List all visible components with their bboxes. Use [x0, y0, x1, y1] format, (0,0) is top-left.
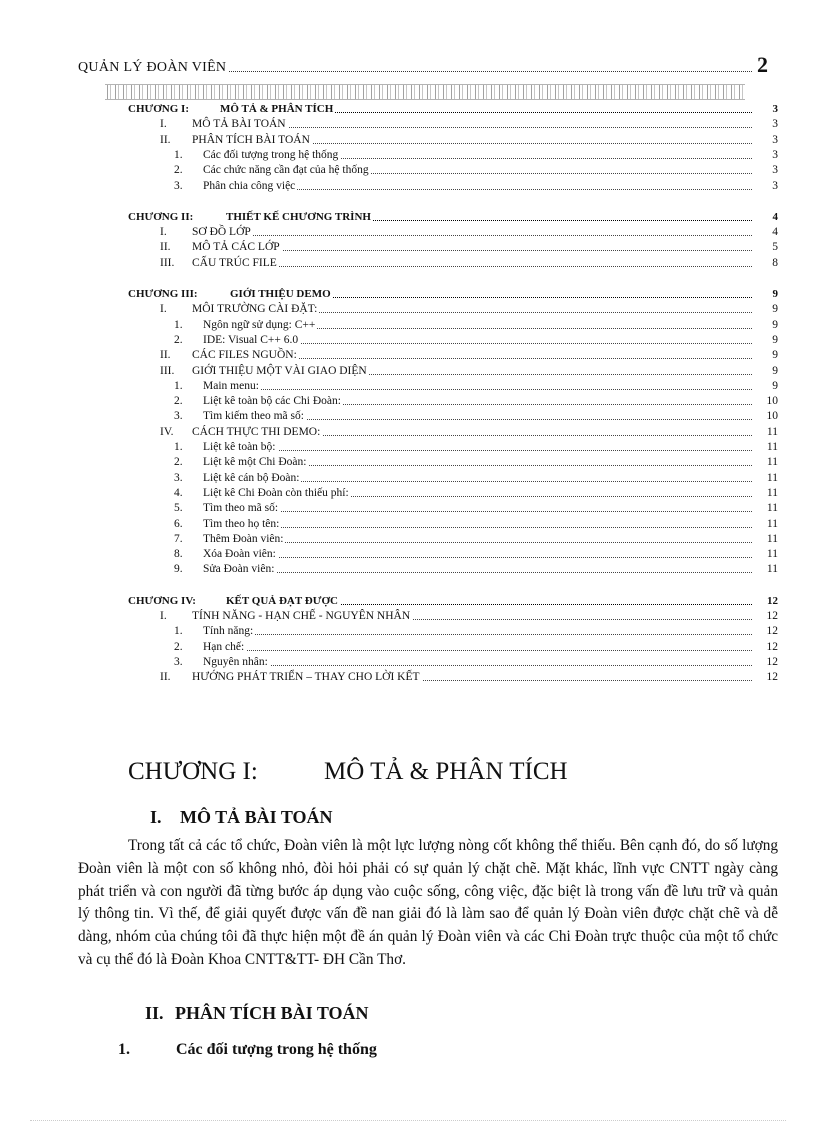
- toc-dot-leader: [192, 235, 752, 236]
- toc-entry-title: Liệt kê toàn bộ:: [203, 441, 276, 453]
- toc-entry-title: GIỚI THIỆU DEMO: [230, 288, 331, 300]
- toc-entry-page: 10: [754, 409, 778, 424]
- toc-entry[interactable]: [0, 486, 816, 501]
- toc-entry[interactable]: [0, 501, 816, 516]
- toc-entry[interactable]: [0, 333, 816, 348]
- toc-entry[interactable]: [0, 210, 816, 225]
- toc-entry-page: 11: [754, 471, 778, 486]
- toc-entry-page: 5: [754, 240, 778, 255]
- toc-entry-title: MÔI TRƯỜNG CÀI ĐẶT:: [192, 303, 318, 316]
- toc-entry-number: 3.: [174, 471, 183, 484]
- toc-entry-page: 11: [754, 517, 778, 532]
- toc-entry-title: GIỚI THIỆU MỘT VÀI GIAO DIỆN: [192, 364, 367, 377]
- toc-entry-number: III.: [160, 256, 175, 269]
- toc-entry-page: 12: [754, 624, 778, 639]
- toc-entry-number: IV.: [160, 425, 174, 438]
- toc-entry-title: Nguyên nhân:: [203, 655, 268, 668]
- toc-entry[interactable]: [0, 225, 816, 240]
- toc-entry-title: Tính năng:: [203, 625, 254, 638]
- toc-entry-number: 6.: [174, 517, 183, 530]
- toc-entry[interactable]: [0, 179, 816, 194]
- toc-entry-page: 3: [754, 133, 778, 148]
- toc-entry-number: 7.: [174, 532, 183, 545]
- toc-entry-page: 8: [754, 256, 778, 271]
- toc-entry-number: 4.: [174, 486, 183, 499]
- toc-entry-number: II.: [160, 241, 171, 254]
- toc-entry-page: 4: [754, 210, 778, 225]
- toc-entry-page: 11: [754, 455, 778, 470]
- toc-entry-number: 2.: [174, 164, 183, 177]
- toc-dot-leader: [203, 650, 752, 651]
- toc-entry-title: CẤU TRÚC FILE: [192, 256, 277, 269]
- toc-entry[interactable]: [0, 240, 816, 255]
- toc-entry-title: Các đối tượng trong hệ thống: [203, 148, 339, 161]
- toc-entry-page: 11: [754, 486, 778, 501]
- toc-entry-title: Tìm theo họ tên:: [203, 517, 280, 530]
- subsection-title: Các đối tượng trong hệ thống: [176, 1041, 377, 1058]
- toc-entry-page: 9: [754, 302, 778, 317]
- toc-entry-title: Hạn chế:: [203, 640, 245, 653]
- toc-entry-page: 4: [754, 225, 778, 240]
- toc-entry-number: II.: [160, 349, 171, 362]
- toc-dot-leader: [203, 389, 752, 390]
- toc-entry-number: II.: [160, 133, 171, 146]
- toc-entry[interactable]: [0, 455, 816, 470]
- toc-entry-title: PHÂN TÍCH BÀI TOÁN: [192, 133, 310, 146]
- toc-entry-page: 11: [754, 440, 778, 455]
- toc-entry-title: Thêm Đoàn viên:: [203, 532, 284, 545]
- toc-entry[interactable]: [0, 471, 816, 486]
- toc-entry-number: 9.: [174, 563, 183, 576]
- toc-entry-title: Ngôn ngữ sử dụng: C++: [203, 318, 316, 331]
- toc-entry-title: Liệt kê cán bộ Đoàn:: [203, 471, 300, 484]
- toc-entry-page: 11: [754, 532, 778, 547]
- footer-rule: [30, 1120, 786, 1121]
- toc-entry-number: 2.: [174, 333, 183, 346]
- toc-entry-title: SƠ ĐỒ LỚP: [192, 226, 251, 239]
- toc-entry-number: CHƯƠNG III:: [128, 288, 198, 300]
- toc-entry-page: 3: [754, 148, 778, 163]
- toc-entry-page: 9: [754, 287, 778, 302]
- section-number: II.: [145, 1003, 164, 1023]
- toc-dot-leader: [203, 665, 752, 666]
- toc-entry-number: CHƯƠNG I:: [128, 103, 190, 115]
- toc-entry-number: 5.: [174, 502, 183, 515]
- toc-entry-title: Phân chia công việc: [203, 179, 296, 192]
- toc-entry-number: 2.: [174, 640, 183, 653]
- toc-entry-page: 12: [754, 609, 778, 624]
- toc-entry-title: Liệt kê một Chi Đoàn:: [203, 456, 307, 469]
- chapter-title: MÔ TẢ & PHÂN TÍCH: [324, 758, 568, 785]
- toc-entry[interactable]: [0, 409, 816, 424]
- toc-entry-number: 8.: [174, 548, 183, 561]
- toc-entry-number: 3.: [174, 655, 183, 668]
- toc-entry-title: CÁCH THỰC THI DEMO:: [192, 425, 321, 438]
- toc-entry[interactable]: [0, 348, 816, 363]
- toc-entry-number: 1.: [174, 625, 183, 638]
- toc-entry-page: 12: [754, 594, 778, 609]
- header-page-number: 2: [757, 52, 768, 77]
- toc-entry-number: 2.: [174, 456, 183, 469]
- toc-entry-page: 12: [754, 640, 778, 655]
- chapter-label: CHƯƠNG I:: [128, 758, 258, 785]
- subsection-number: 1.: [118, 1041, 130, 1058]
- toc-entry-title: TÍNH NĂNG - HẠN CHẾ - NGUYÊN NHÂN: [192, 610, 411, 622]
- body-paragraph: Trong tất cả các tổ chức, Đoàn viên là một lực lượng nòng cốt không thể thiếu. Bên cạnh đó, do số lượng Đoàn viên là một con số không nhỏ, đòi hỏi phải có sự quản lý chặt chẽ. Mặt khác, lĩnh vực CNTT ngày càng phát triển và con người đã từng bước áp dụng vào cuộc sống, công việc, đặc biệt là trong vấn đề lưu trữ và quản lý thông tin. Vì thế, để giải quyết được vấn đề nan giải đó là làm sao để quản lý Đoàn viên được chặt chẽ và dễ dàng, nhóm của chúng tôi đã thực hiện một đề án quản lý Đoàn viên và các Chi Đoàn trực thuộc của một tổ chức và cụ thể đó là Đoàn Khoa CNTT&TT- ĐH Cần Thơ.: [78, 837, 778, 968]
- toc-entry-page: 9: [754, 364, 778, 379]
- toc-dot-leader: [203, 450, 752, 451]
- toc-entry[interactable]: [0, 318, 816, 333]
- toc-entry-number: II.: [160, 671, 171, 684]
- toc-entry[interactable]: [0, 425, 816, 440]
- toc-entry-number: I.: [160, 226, 167, 239]
- toc-entry[interactable]: [0, 148, 816, 163]
- toc-entry[interactable]: [0, 594, 816, 609]
- toc-entry-title: MÔ TẢ & PHÂN TÍCH: [220, 103, 334, 115]
- toc-entry-title: KẾT QUẢ ĐẠT ĐƯỢC: [226, 594, 338, 607]
- toc-dot-leader: [203, 634, 752, 635]
- toc-entry-page: 3: [754, 102, 778, 117]
- toc-entry-page: 9: [754, 318, 778, 333]
- toc-entry-title: IDE: Visual C++ 6.0: [203, 333, 299, 346]
- toc-entry[interactable]: [0, 670, 816, 685]
- page-header: [78, 52, 768, 82]
- toc-entry-title: Main menu:: [203, 379, 259, 392]
- toc-entry[interactable]: [0, 364, 816, 379]
- toc-entry[interactable]: [0, 640, 816, 655]
- toc-entry-page: 11: [754, 425, 778, 440]
- toc-entry-page: 11: [754, 562, 778, 577]
- toc-entry-title: Tìm theo mã số:: [203, 502, 279, 515]
- toc-entry-title: Sửa Đoàn viên:: [203, 563, 275, 576]
- toc-entry-page: 9: [754, 333, 778, 348]
- header-title: QUẢN LÝ ĐOÀN VIÊN: [78, 60, 227, 75]
- toc-entry[interactable]: [0, 609, 816, 624]
- toc-entry-page: 9: [754, 379, 778, 394]
- toc-entry-title: Liệt kê toàn bộ các Chi Đoàn:: [203, 395, 341, 408]
- toc-entry[interactable]: [0, 440, 816, 455]
- toc-entry-page: 11: [754, 501, 778, 516]
- toc-entry[interactable]: [0, 287, 816, 302]
- toc-entry[interactable]: [0, 547, 816, 562]
- toc-entry-title: Liệt kê Chi Đoàn còn thiếu phí:: [203, 486, 349, 499]
- subsection-heading: [118, 1041, 377, 1059]
- toc-entry-page: 11: [754, 547, 778, 562]
- section-number: I.: [150, 807, 162, 827]
- toc-entry[interactable]: [0, 394, 816, 409]
- toc-entry-page: 9: [754, 348, 778, 363]
- toc-entry-title: Tìm kiếm theo mã số:: [203, 410, 304, 423]
- section-title: PHÂN TÍCH BÀI TOÁN: [175, 1003, 369, 1023]
- toc-entry[interactable]: [0, 379, 816, 394]
- toc-entry-page: 3: [754, 117, 778, 132]
- toc-dot-leader: [203, 557, 752, 558]
- toc-entry[interactable]: [0, 102, 816, 117]
- toc-entry-number: I.: [160, 303, 167, 316]
- toc-entry-title: CÁC FILES NGUỒN:: [192, 349, 297, 362]
- toc-entry-title: HƯỚNG PHÁT TRIỂN – THAY CHO LỜI KẾT: [192, 671, 420, 684]
- section-heading-2: [145, 1003, 369, 1024]
- toc-entry[interactable]: [0, 562, 816, 577]
- toc-entry-number: CHƯƠNG IV:: [128, 594, 196, 607]
- toc-entry-page: 12: [754, 670, 778, 685]
- toc-entry[interactable]: [0, 133, 816, 148]
- toc-entry-number: III.: [160, 364, 175, 377]
- toc-entry[interactable]: [0, 517, 816, 532]
- toc-entry-number: CHƯƠNG II:: [128, 210, 194, 223]
- toc-entry[interactable]: [0, 624, 816, 639]
- toc-entry-number: 2.: [174, 395, 183, 408]
- decorative-border-banner: [105, 84, 745, 100]
- toc-entry-number: 1.: [174, 441, 183, 453]
- toc-entry-title: Xóa Đoàn viên:: [203, 548, 276, 561]
- section-title: MÔ TẢ BÀI TOÁN: [180, 807, 333, 827]
- toc-entry-number: I.: [160, 610, 167, 622]
- toc-entry-page: 12: [754, 655, 778, 670]
- toc-entry[interactable]: [0, 256, 816, 271]
- toc-entry-number: 1.: [174, 379, 183, 392]
- toc-entry-title: MÔ TẢ BÀI TOÁN: [192, 118, 286, 131]
- toc-dot-leader: [203, 572, 752, 573]
- toc-entry-title: THIẾT KẾ CHƯƠNG TRÌNH: [226, 210, 371, 223]
- toc-entry-number: 1.: [174, 148, 183, 161]
- toc-entry-number: 1.: [174, 318, 183, 331]
- toc-entry-number: 3.: [174, 179, 183, 192]
- toc-dot-leader: [203, 527, 752, 528]
- toc-entry[interactable]: [0, 163, 816, 178]
- section-heading-1: [150, 807, 333, 828]
- chapter-heading: [128, 758, 568, 786]
- toc-entry[interactable]: [0, 302, 816, 317]
- toc-entry-title: Các chức năng cần đạt của hệ thống: [203, 164, 369, 177]
- toc-entry-number: I.: [160, 118, 167, 131]
- toc-entry-number: 3.: [174, 410, 183, 423]
- toc-dot-leader: [203, 511, 752, 512]
- toc-entry-page: 10: [754, 394, 778, 409]
- toc-entry[interactable]: [0, 532, 816, 547]
- toc-entry-page: 3: [754, 163, 778, 178]
- toc-entry-title: MÔ TẢ CÁC LỚP: [192, 241, 280, 254]
- toc-entry[interactable]: [0, 117, 816, 132]
- toc-entry[interactable]: [0, 655, 816, 670]
- toc-entry-page: 3: [754, 179, 778, 194]
